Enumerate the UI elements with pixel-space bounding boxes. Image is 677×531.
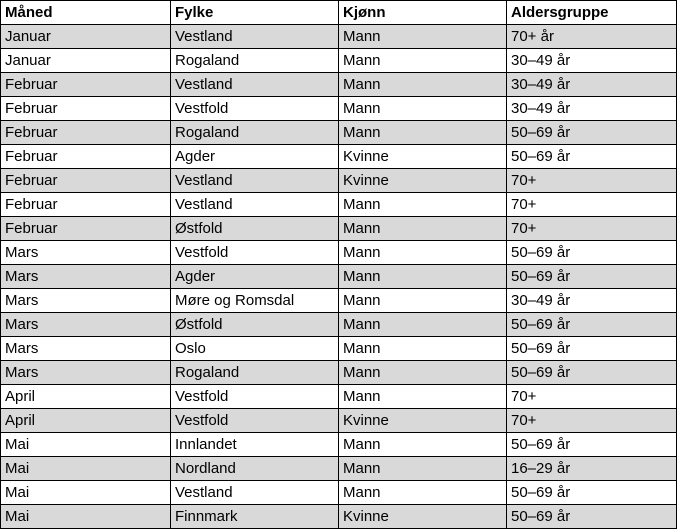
table-row — [1, 409, 677, 433]
cell-month: Mars — [1, 241, 171, 265]
cell-county: Vestland — [171, 73, 339, 97]
cell-age-group: 50–69 år — [507, 361, 677, 385]
table-row — [1, 217, 677, 241]
cell-gender: Mann — [339, 121, 507, 145]
cell-month: Mai — [1, 433, 171, 457]
cell-county: Rogaland — [171, 361, 339, 385]
cell-month: Februar — [1, 97, 171, 121]
cell-gender: Mann — [339, 73, 507, 97]
cell-county: Nordland — [171, 457, 339, 481]
cell-age-group: 70+ — [507, 217, 677, 241]
header-county: Fylke — [171, 1, 339, 25]
table-row — [1, 289, 677, 313]
cell-age-group: 70+ — [507, 409, 677, 433]
cell-age-group: 50–69 år — [507, 337, 677, 361]
cell-month: April — [1, 409, 171, 433]
cell-age-group: 70+ år — [507, 25, 677, 49]
cell-gender: Mann — [339, 313, 507, 337]
header-row — [1, 1, 677, 25]
cell-month: Februar — [1, 145, 171, 169]
table-row — [1, 73, 677, 97]
cell-month: Mars — [1, 289, 171, 313]
cell-month: April — [1, 385, 171, 409]
table-row — [1, 265, 677, 289]
cell-gender: Mann — [339, 481, 507, 505]
cell-county: Agder — [171, 265, 339, 289]
cell-age-group: 16–29 år — [507, 457, 677, 481]
cell-month: Februar — [1, 193, 171, 217]
table-row — [1, 361, 677, 385]
cell-gender: Mann — [339, 49, 507, 73]
header-gender: Kjønn — [339, 1, 507, 25]
cell-gender: Mann — [339, 217, 507, 241]
cell-gender: Kvinne — [339, 409, 507, 433]
cell-age-group: 30–49 år — [507, 49, 677, 73]
cell-county: Vestland — [171, 481, 339, 505]
cell-month: Mars — [1, 265, 171, 289]
table-row — [1, 457, 677, 481]
table-row — [1, 337, 677, 361]
cell-county: Innlandet — [171, 433, 339, 457]
table-row — [1, 505, 677, 529]
cell-gender: Mann — [339, 241, 507, 265]
cell-age-group: 50–69 år — [507, 481, 677, 505]
table-row — [1, 241, 677, 265]
cell-county: Rogaland — [171, 121, 339, 145]
table-header — [1, 1, 677, 25]
cell-county: Østfold — [171, 313, 339, 337]
table-row — [1, 145, 677, 169]
cell-month: Mai — [1, 505, 171, 529]
cell-county: Rogaland — [171, 49, 339, 73]
cell-county: Vestland — [171, 169, 339, 193]
cell-gender: Mann — [339, 385, 507, 409]
cell-month: Februar — [1, 169, 171, 193]
cell-month: Mai — [1, 457, 171, 481]
cell-gender: Kvinne — [339, 145, 507, 169]
cell-county: Vestfold — [171, 97, 339, 121]
cell-month: Februar — [1, 121, 171, 145]
cell-county: Agder — [171, 145, 339, 169]
table-row — [1, 49, 677, 73]
cell-gender: Mann — [339, 361, 507, 385]
cell-county: Oslo — [171, 337, 339, 361]
cell-county: Vestfold — [171, 385, 339, 409]
cell-gender: Mann — [339, 25, 507, 49]
table-row — [1, 193, 677, 217]
table-body — [1, 25, 677, 529]
cell-county: Finnmark — [171, 505, 339, 529]
cell-age-group: 70+ — [507, 169, 677, 193]
cell-county: Vestfold — [171, 241, 339, 265]
table-row — [1, 25, 677, 49]
cell-age-group: 50–69 år — [507, 145, 677, 169]
cell-month: Februar — [1, 217, 171, 241]
cell-county: Østfold — [171, 217, 339, 241]
cell-age-group: 30–49 år — [507, 73, 677, 97]
cell-month: Januar — [1, 49, 171, 73]
cell-month: Mai — [1, 481, 171, 505]
cell-age-group: 70+ — [507, 385, 677, 409]
cell-county: Møre og Romsdal — [171, 289, 339, 313]
cell-month: Januar — [1, 25, 171, 49]
cell-age-group: 50–69 år — [507, 265, 677, 289]
cell-age-group: 30–49 år — [507, 97, 677, 121]
cell-gender: Mann — [339, 289, 507, 313]
cell-gender: Kvinne — [339, 505, 507, 529]
cell-gender: Mann — [339, 193, 507, 217]
cell-county: Vestland — [171, 25, 339, 49]
cell-gender: Mann — [339, 337, 507, 361]
cell-age-group: 70+ — [507, 193, 677, 217]
cell-gender: Mann — [339, 265, 507, 289]
table-row — [1, 385, 677, 409]
cell-county: Vestfold — [171, 409, 339, 433]
cell-gender: Kvinne — [339, 169, 507, 193]
cell-age-group: 50–69 år — [507, 241, 677, 265]
cell-age-group: 50–69 år — [507, 313, 677, 337]
cell-age-group: 30–49 år — [507, 289, 677, 313]
cell-gender: Mann — [339, 457, 507, 481]
header-age-group: Aldersgruppe — [507, 1, 677, 25]
cell-month: Februar — [1, 73, 171, 97]
cell-age-group: 50–69 år — [507, 121, 677, 145]
cell-month: Mars — [1, 313, 171, 337]
table-row — [1, 481, 677, 505]
cell-age-group: 50–69 år — [507, 505, 677, 529]
table-row — [1, 121, 677, 145]
table-row — [1, 313, 677, 337]
header-month: Måned — [1, 1, 171, 25]
table-row — [1, 169, 677, 193]
table-row — [1, 433, 677, 457]
cell-county: Vestland — [171, 193, 339, 217]
cell-gender: Mann — [339, 97, 507, 121]
cell-month: Mars — [1, 337, 171, 361]
cell-gender: Mann — [339, 433, 507, 457]
table-row — [1, 97, 677, 121]
cell-month: Mars — [1, 361, 171, 385]
cell-age-group: 50–69 år — [507, 433, 677, 457]
